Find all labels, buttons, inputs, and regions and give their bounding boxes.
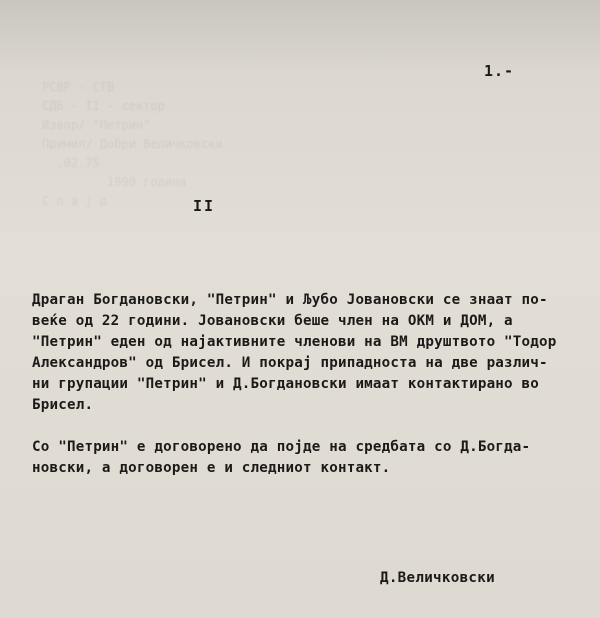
section-numeral: II xyxy=(193,197,216,215)
body-line: Со "Петрин" е договорено да појде на средбата со Д.Богда- xyxy=(32,439,531,455)
body-line: Драган Богдановски, "Петрин" и Љубо Јовановски се знаат по- xyxy=(32,292,548,308)
body-line: веќе од 22 години. Јовановски беше член на ОКМ и ДОМ, а xyxy=(32,313,513,329)
show-through-text: РСВР - СТВ СДБ - II - сектор Извор/ "Петрин" Примил/ Добри Величковски .02.75 1990 година С л а ј д xyxy=(42,80,223,208)
body-line: новски, а договорен е и следниот контакт. xyxy=(32,460,391,476)
body-line: Брисел. xyxy=(32,397,94,413)
page-number: 1.- xyxy=(484,62,515,80)
body-line: ни групации "Петрин" и Д.Богдановски имаат контактирано во xyxy=(32,376,540,392)
report-body xyxy=(32,290,592,479)
signature: Д.Величковски xyxy=(380,570,495,586)
body-line: "Петрин" еден од најактивните членови на ВМ друштвото "Тодор xyxy=(32,334,557,350)
body-line: Александров" од Брисел. И покрај припадноста на две различ- xyxy=(32,355,548,371)
paragraph-gap xyxy=(32,416,592,437)
